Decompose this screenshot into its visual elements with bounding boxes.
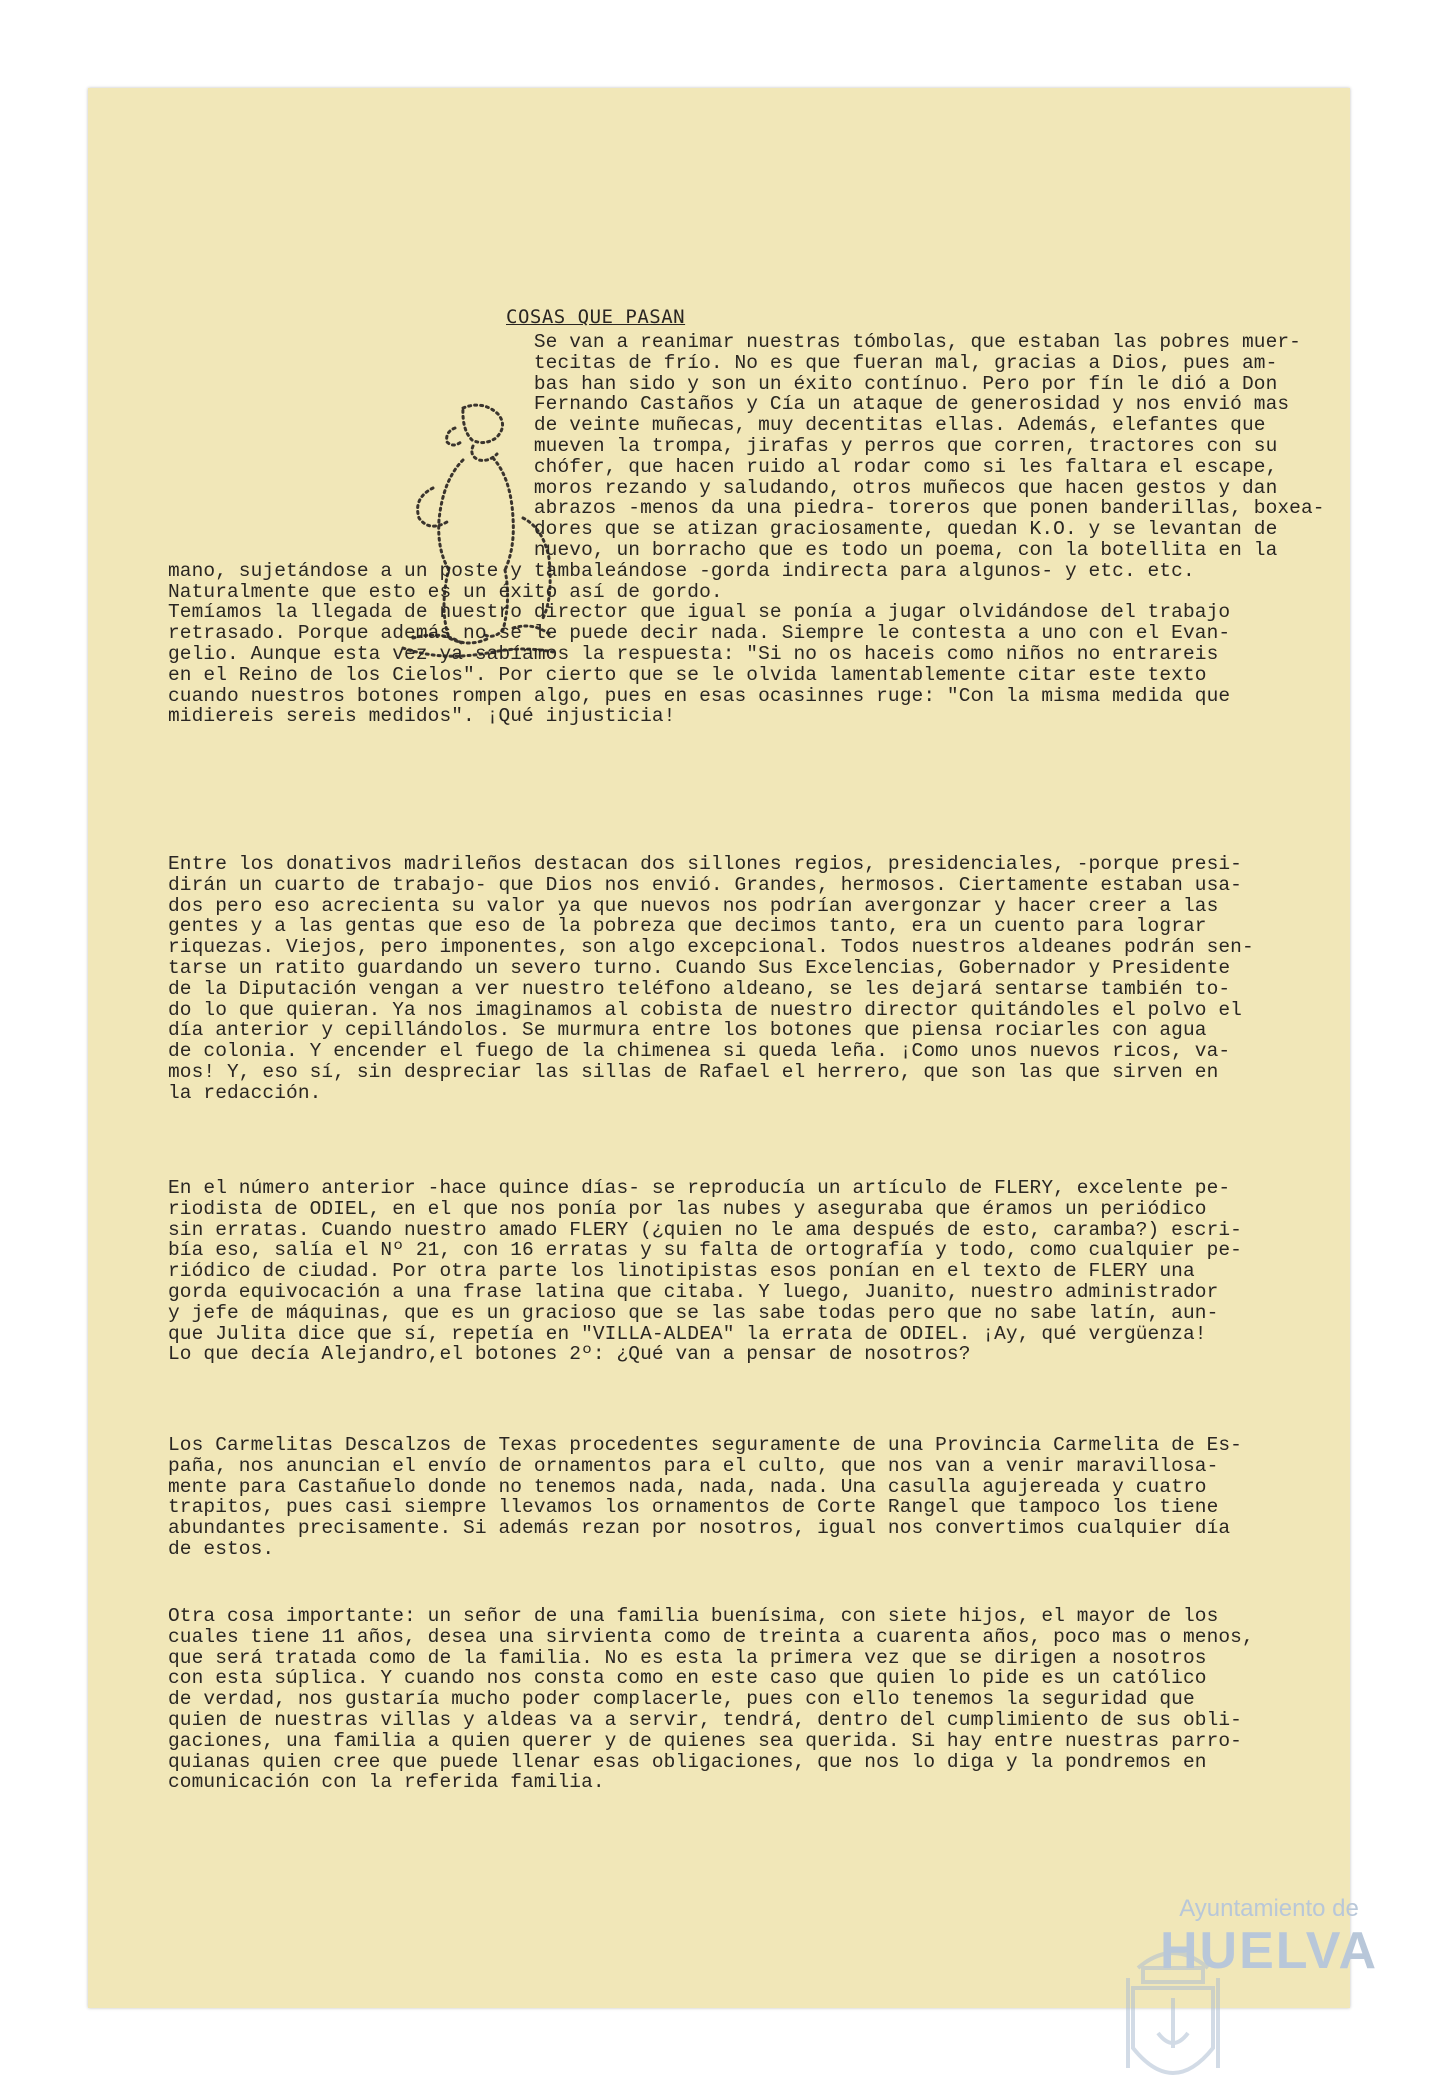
watermark-line-2: HUELVA xyxy=(1160,1922,1379,1980)
paragraph-tombolas: Se van a reanimar nuestras tómbolas, que estaban las pobres muer- tecitas de frío. No es que fueran mal, gracias a Dios, pues am- bas han sido y son un éxito contínuo. Pero por fín le dió a Don Fernando Castaños y Cía un ataque de generosidad y nos envió mas de veinte muñecas, muy decentitas ellas. Además, elefantes que mueven la trompa, jirafas y perros que corren, tractores con su chófer, que hacen ruido al rodar como si les faltara el escape, moros rezando y saludando, otros muñecos que hacen gestos y dan abrazos -menos da una piedra- toreros que ponen banderillas, boxea- dores que se atizan graciosamente, quedan K.O. y se levantan de nuevo, un borracho que es todo un poema, con la botellita en la mano, sujetándose a un poste y tambaleándose -gorda indirecta para algunos- y etc. etc. Naturalmente que esto es un éxito así de gordo. Temíamos la llegada de nuestro director que igual se ponía a jugar olvidándose del trabajo retrasado. Porque además no se le puede decir nada. Siempre le contesta a uno con el Evan- gelio. Aunque esta vez ya sabíamos la respuesta: "Si no os haceis como niños no entrareis en el Reino de los Cielos". Por cierto que se le olvida lamentablemente citar este texto cuando nuestros botones rompen algo, pues en esas ocasinnes ruge: "Con la misma medida que midiereis sereis medidos". ¡Qué injusticia! xyxy=(168,331,1325,728)
watermark-line-1: Ayuntamiento de xyxy=(1179,1895,1359,1922)
paragraph-sillones: Entre los donativos madrileños destacan dos sillones regios, presidenciales, -porque presi- dirán un cuarto de trabajo- que Dios nos envió. Grandes, hermosos. Ciertamente estaban usa- dos pero eso acrecienta su valor ya que nuevos nos podrían avergonzar y hacer creer a las gentes y a las gentas que eso de la pobreza que decimos tanto, era un cuento para lograr riquezas. Viejos, pero imponentes, son algo excepcional. Todos nuestros aldeanes podrán sen- tarse un ratito guardando un severo turno. Cuando Sus Excelencias, Gobernador y Presidente de la Diputación vengan a ver nuestro teléfono aldeano, se les dejará sentarse también to- do lo que quieran. Ya nos imaginamos al cobista de nuestro director quitándoles el polvo el día anterior y cepillándolos. Se murmura entre los botones que piensa rociarles con agua de colonia. Y encender el fuego de la chimenea si queda leña. ¡Como unos nuevos ricos, va- mos! Y, eso sí, sin despreciar las sillas de Rafael el herrero, que son las que sirven en la redacción. xyxy=(168,853,1254,1104)
page-title: COSAS QUE PASAN xyxy=(506,306,686,328)
paragraph-flery: En el número anterior -hace quince días- se reproducía un artículo de FLERY, excelente pe- riodista de ODIEL, en el que nos ponía por las nubes y aseguraba que éramos un periódico sin erratas. Cuando nuestro amado FLERY (¿quien no le ama después de esto, caramba?) escri- bía eso, salía el Nº 21, con 16 erratas y su falta de ortografía y todo, como cualquier pe- riódico de ciudad. Por otra parte los linotipistas esos ponían en el texto de FLERY una gorda equivocación a una frase latina que citaba. Y luego, Juanito, nuestro administrador y jefe de máquinas, que es un gracioso que se las sabe todas pero que no sabe latín, aun- que Julita dice que sí, repetía en "VILLA-ALDEA" la errata de ODIEL. ¡Ay, qué vergüenza! Lo que decía Alejandro,el botones 2º: ¿Qué van a pensar de nosotros? xyxy=(168,1177,1242,1366)
paragraph-sirvienta: Otra cosa importante: un señor de una familia buenísima, con siete hijos, el mayor de los cuales tiene 11 años, desea una sirvienta como de treinta a cuarenta años, poco mas o menos, que será tratada como de la familia. No es esta la primera vez que se dirigen a nosotros con esta súplica. Y cuando nos consta como en este caso que quien lo pide es un católico de verdad, nos gustaría mucho poder complacerle, pues con ello tenemos la seguridad que quien de nuestras villas y aldeas va a servir, tendrá, dentro del cumplimiento de sus obli- gaciones, una familia a quien querer y de quienes sea querida. Si hay entre nuestras parro- quianas quien cree que puede llenar esas obligaciones, que nos lo diga y la pondremos en comunicación con la referida familia. xyxy=(168,1605,1254,1794)
paragraph-carmelitas: Los Carmelitas Descalzos de Texas procedentes seguramente de una Provincia Carmelita de Es- paña, nos anuncian el envío de ornamentos para el culto, que nos van a venir maravillosa- mente para Castañuelo donde no tenemos nada, nada, nada. Una casulla agujereada y cuatro trapitos, pues casi siempre llevamos los ornamentos de Corte Rangel que tampoco los tiene abundantes precisamente. Si además rezan por nosotros, igual nos convertimos cualquier día de estos. xyxy=(168,1434,1242,1560)
archive-watermark xyxy=(1160,1895,1378,1979)
